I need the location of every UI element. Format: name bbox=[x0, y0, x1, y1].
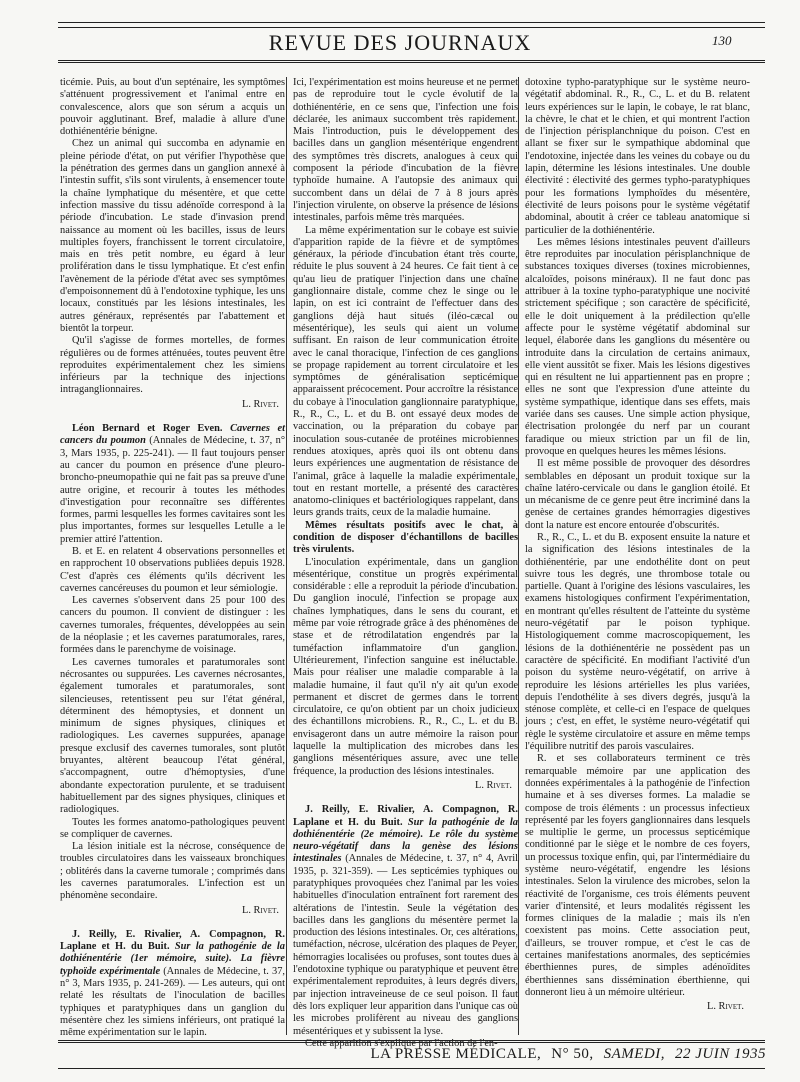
paragraph: Les cavernes s'observent dans 25 pour 100 des cancers du poumon. Il convient de distinguer : les cavernes tumorales, fréquentes, développées au sein de la néoplasie ; et les cavernes paratumorales, rares, formées dans le parenchyme de voisinage. bbox=[60, 595, 285, 656]
footer-top-rule bbox=[58, 1040, 765, 1043]
header-top-rule bbox=[58, 22, 765, 23]
article-text: (Annales de Médecine, t. 37, n° 4, Avril 1935, p. 321-359). — Les septicémies typhiques ou paratyphiques provoquées chez l'animal par les voies habituelles d'inoculation entraînent fort rarement des altérations de l'intestin. Seule la végétation des bacilles dans les ganglions du mésentère permet la production des lésions intestinales. Or, ces altérations, tuméfaction, nécrose, ulcération des plaques de Peyer, hémorragies localisées ou profuses, sont toutes dues à l'endotoxine typhique ou paratyphique et peuvent être expérimentalement reproduites, à leurs degrés divers, par injection intraveineuse de ce seul poison. Il faut dès lors expliquer leur apparition dans l'unique cas où les microbes prolifèrent au niveau des ganglions mésentériques et y subissent la lyse. bbox=[293, 853, 518, 1037]
paragraph: L'inoculation expérimentale, dans un ganglion mésentérique, constitue un progrès expérimental considérable : elle a reproduit la période d'incubation. Du ganglion inoculé, l'infection se propage aux chaînes lymphatiques, dans le sens du courant, et même par voie rétrograde grâce à des phénomènes de stase et de rétrodilatation engendrés par la tuméfaction inflammatoire d'un ganglion. Ultérieurement, l'infection sanguine est inéluctable. Mais pour réaliser une maladie comparable à la maladie humaine, il faut qu'il n'y ait qu'un exode permanent et discret de germes dans le torrent circulatoire, ce qu'on obtient par un choix judicieux des échantillons microbiens. R., R., C., L. et du B. envisageront dans un autre mémoire la raison pour laquelle la multiplication des microbes dans les ganglions mésentériques assure, avec une telle fréquence, la production des lésions intestinales. bbox=[293, 556, 518, 777]
footer-date: 22 JUIN 1935 bbox=[675, 1046, 766, 1062]
article-title: Sur la pathogénie de la dothiénentérie (1er mémoire, suite). La fièvre typhoïde expérimentale bbox=[60, 941, 285, 977]
paragraph: Il est même possible de provoquer des désordres semblables en déposant un produit toxique sur la chaîne latéro-cervicale ou dans le ganglion étoilé. Et un mécanisme de ce genre peut être incriminé dans la genèse de certaines grandes hémorragies digestives dont la nature est encore entourée d'obscurités. bbox=[525, 458, 750, 531]
paragraph: ticémie. Puis, au bout d'un septénaire, les symptômes s'atténuent progressivement et l'animal entre en convalescence, alors que son sérum a acquis un pouvoir agglutinant. Bref, maladie à allure d'une dothiénentérie bénigne. bbox=[60, 77, 285, 138]
column-2 bbox=[293, 77, 518, 1049]
paragraph: Les mêmes lésions intestinales peuvent d'ailleurs être reproduites par inoculation périsplanchnique de substances toxiques diverses (toxines microbiennes, alcaloïdes, poisons minéraux). Il ne faut donc pas attribuer à la toxine typho-paratyphique une nocivité strictement spécifique ; son caractère de spécificité, elle le doit uniquement à la prédilection qu'elle affecte pour le système végétatif abdominal sur lequel, élaborée dans les ganglions du mésentère ou introduite dans la circulation de certains animaux, elle vient aussitôt se fixer. Mais les lésions digestives qui en résultent ne lui appartiennent pas en propre ; elles ne sont que l'expression d'une atteinte du système sympathique, identique dans ses effets, mais variée dans ses causes. Une simple action physique, électrisation prolongée du nerf par un courant faradique ou mieux striction par un fil de lin, provoque en quelques heures les mêmes lésions. bbox=[525, 236, 750, 457]
paragraph: dotoxine typho-paratyphique sur le système neuro-végétatif abdominal. R., R., C., L. et du B. relatent leurs expériences sur le lapin, le cobaye, le rat blanc, la chèvre, le chat et le chien, et qui montrent l'action de l'injection périsplanchnique du poison. C'est en allant se fixer sur le sympathique abdominal que l'endotoxine, injectée dans les veines du cobaye ou du lapin, détermine les lésions intestinales. Une double électivité : électivité des germes typho-paratyphiques pour les formations lymphoïdes du mésentère, électivité de leurs poisons pour le système végétatif abdominal, aboutit à créer ce tableau anatomique si particulier de la dothiénentérie. bbox=[525, 77, 750, 236]
article-heading bbox=[60, 929, 285, 1040]
article-text: (Annales de Médecine, t. 37, n° 3, Mars 1935, p. 241-269). — Les auteurs, qui ont relaté les résultats de l'inoculation de bacilles typhiques et paratyphiques dans un ganglion du mésentère chez les simiens inférieurs, ont pratiqué la même expérimentation sur le lapin. bbox=[60, 965, 285, 1039]
article-separator bbox=[60, 411, 285, 423]
column-divider-2 bbox=[518, 77, 519, 1035]
article-separator bbox=[60, 917, 285, 929]
footer-bottom-rule bbox=[58, 1068, 765, 1069]
header-top-rule-thin bbox=[58, 27, 765, 28]
paragraph: La lésion initiale est la nécrose, conséquence de troubles circulatoires dans les vaisseaux bronchiques ; oblitérés dans la caverne tumorale ; comprimés dans les cavernes paratumorales. L'infection est un phénomène secondaire. bbox=[60, 841, 285, 902]
paragraph: Mêmes résultats positifs avec le chat, à condition de disposer d'échantillons de bacilles très virulents. bbox=[293, 519, 518, 556]
page-number: 130 bbox=[712, 33, 732, 48]
paragraph: R. et ses collaborateurs terminent ce très remarquable mémoire par une application des données expérimentales à la pathogénie de l'infection humaine et à ses diverses formes. La maladie se compose de trois éléments : un processus infectieux représenté par les foyers ganglionnaires dans lesquels se multiplie le germe, un processus septicémique conditionné par le siège et le nombre de ces foyers, un processus toxique enfin, qui, par l'intermédiaire du système neuro-végétatif, engendre les lésions intestinales. Selon la virulence des microbes, selon la réactivité de l'organisme, ces trois éléments peuvent varier d'intensité, et leurs modalités régissent les formes cliniques de la maladie ; mais ils n'en coexistent pas moins. Cette association peut, d'ailleurs, se trouver rompue, et c'est le cas de certaines manifestations anormales, des septicémies éberthiennes pures, de simples adénoïdites éberthiennes sans dissémination éberthienne, qui donneront lieu à un mémoire ultérieur. bbox=[525, 753, 750, 998]
paragraph: B. et E. en relatent 4 observations personnelles et en rapprochent 10 observations publiées depuis 1928. C'est d'après ces éléments qu'ils décrivent les cavernes cancéreuses du poumon et leur sémiologie. bbox=[60, 545, 285, 594]
header-bottom-rule bbox=[58, 60, 765, 63]
page-title: REVUE DES JOURNAUX bbox=[268, 30, 532, 55]
article-signature: L. Rivet. bbox=[706, 1001, 744, 1013]
paragraph: Qu'il s'agisse de formes mortelles, de formes régulières ou de formes atténuées, toutes peuvent être reproduites expérimentalement chez les simiens inférieurs par la technique des injections intraganglionnaires. bbox=[60, 335, 285, 396]
article-authors: J. Reilly, E. Rivalier, A. Compagnon, R. Laplane et H. du Buit. bbox=[60, 928, 285, 953]
paragraph: Cette apparition s'explique par l'action de l'en- bbox=[305, 1037, 498, 1049]
article-text: (Annales de Médecine, t. 37, n° 3, Mars 1935, p. 225-241). — Il faut toujours penser au cancer du poumon en présence d'une pleuro-broncho-pneumopathie qui ne fait pas sa preuve d'une autre origine, et recourir à toutes les méthodes d'investigation pour reconnaître ses différentes formes, parmi lesquelles les formes cavitaires sont les plus importantes, formes sur lesquelles Letulle a le premier attiré l'attention. bbox=[60, 435, 285, 545]
footer-day: SAMEDI, bbox=[603, 1046, 665, 1062]
paragraph: Les cavernes tumorales et paratumorales sont nécrosantes ou suppurées. Les cavernes nécrosantes, également tumorales et paratumorales, sont silencieuses, retentissent peu sur l'état général, déterminent des hémoptysies, et donnent un minimum de signes physiques, cliniques et radiologiques. Les cavernes suppurées, apanage presque exclusif des cavernes tumorales, sont plutôt bruyantes, altèrent beaucoup l'état général, s'accompagnent, outre d'hémoptysies, d'une abondante expectoration purulente, et se traduisent habituellement par des signes physiques, cliniques et radiologiques. bbox=[60, 656, 285, 816]
article-authors: Léon Bernard et Roger Even. bbox=[72, 423, 223, 435]
article-separator bbox=[293, 792, 518, 804]
column-3 bbox=[525, 77, 750, 1037]
article-heading bbox=[60, 423, 285, 546]
page-footer bbox=[60, 1046, 766, 1063]
article-title: Sur la pathogénie de la dothiénentérie (2e mémoire). Le rôle du système neuro-végétatif dans la genèse des lésions intestinales bbox=[293, 816, 518, 865]
paragraph: Chez un animal qui succomba en adynamie en pleine période d'état, on put vérifier l'hypothèse que la pénétration des germes dans un ganglion annexé à l'intestin suffit, s'ils sont virulents, à ensemencer toute la chaîne lymphatique du mésentère, et que cette infection massive du tissu adénoïde correspond à la période d'incubation. Le stade d'invasion prend naissance au moment où les bacilles, issus de leurs multiples foyers, franchissent le torrent circulatoire, mais en très petit nombre, eu égard à leur prolifération dans le tissu lymphatique. Et c'est enfin l'avènement de la période d'état avec ses symptômes d'empoisonnement dû à l'endotoxine typhique, les uns locaux, constitués par les lésions intestinales, les autres généraux, représentés par l'abattement et bientôt la torpeur. bbox=[60, 138, 285, 334]
article-signature: L. Rivet. bbox=[241, 904, 279, 916]
article-signature: L. Rivet. bbox=[241, 398, 279, 410]
article-title: Cavernes et cancers du poumon bbox=[60, 423, 285, 447]
column-1 bbox=[60, 77, 285, 1037]
article-signature: L. Rivet. bbox=[474, 779, 512, 791]
paragraph: Toutes les formes anatomo-pathologiques peuvent se compliquer de cavernes. bbox=[60, 816, 285, 840]
footer-issue: N° 50, bbox=[551, 1046, 594, 1062]
paragraph: Ici, l'expérimentation est moins heureuse et ne permet pas de reproduire tout le cycle évolutif de la dothiénentérie, en ce sens que, l'infection une fois déclarée, les animaux succombent très rapidement. Mais l'introduction, puis le développement des bacilles dans un ganglion mésentérique engendrent des symptômes très discrets, analogues à ceux qui composent la période d'incubation de la fièvre typhoïde humaine. A l'autopsie des animaux qui succombent dans un délai de 7 à 8 jours après l'injection virulente, on observe la présence de lésions intestinales, parfois même très marquées. bbox=[293, 77, 518, 224]
article-authors: J. Reilly, E. Rivalier, A. Compagnon, R. Laplane et H. du Buit. bbox=[293, 804, 518, 828]
paragraph: R., R., C., L. et du B. exposent ensuite la nature et la signification des lésions intestinales de la dothiénentérie, par une endothélite dont on peut suivre tous les degrés, une thrombose totale ou partielle. Quant à l'origine des lésions vasculaires, les examens histologiques confirment l'expérimentation, en montrant qu'elles résultent de l'atteinte du système neuro-végétatif par le poison typhique. Histologiquement comme macroscopiquement, les lésions de la dothiénentérie ne possèdent pas un caractère de spécificité. En modifiant l'activité d'un poison du système neuro-végétatif, on arrive à reproduire les lésions artérielles les plus variées, depuis l'endothélite à ses divers degrés, jusqu'à la sténose complète, et celle-ci en l'espace de quelques jours ; c'est, en effet, le système neuro-végétatif qui règle le système circulatoire et assure en même temps l'équilibre nutritif des parois vasculaires. bbox=[525, 531, 750, 753]
footer-journal: LA PRESSE MÉDICALE, bbox=[370, 1046, 542, 1062]
column-divider-1 bbox=[286, 77, 287, 1035]
paragraph: La même expérimentation sur le cobaye est suivie d'apparition rapide de la fièvre et de symptômes généraux, la période d'incubation étant très courte, réduite le plus souvent à 24 heures. Ce fait tient à ce qu'au lieu de pratiquer l'injection dans une chaîne ganglionnaire distale, comme chez le singe ou le lapin, on est ici contraint de l'effectuer dans des ganglions déjà haut situés (iléo-cæcal ou mésentérique), les seuls qui aient un volume suffisant. En raison de leur communication étroite avec le canal thoracique, l'infection de ces ganglions se propage rapidement au torrent circulatoire et les symptômes de généralisation septicémique apparaissent précocement. Pour accroître la résistance du cobaye à l'inoculation ganglionnaire paratyphique, R., R., C., L. et du B. ont essayé deux modes de vaccination, ou la préparation du cobaye par inoculation sous-cutanée de protéines microbiennes rendues atoxiques, après quoi ils ont obtenu dans leurs expériences une augmentation de résistance de l'animal, grâce à laquelle la maladie expérimentale, tout en restant mortelle, a présenté des caractères anatomo-cliniques et bactériologiques rappelant, dans leurs grands traits, ceux de la maladie humaine. bbox=[293, 224, 518, 519]
article-heading bbox=[293, 804, 518, 1038]
